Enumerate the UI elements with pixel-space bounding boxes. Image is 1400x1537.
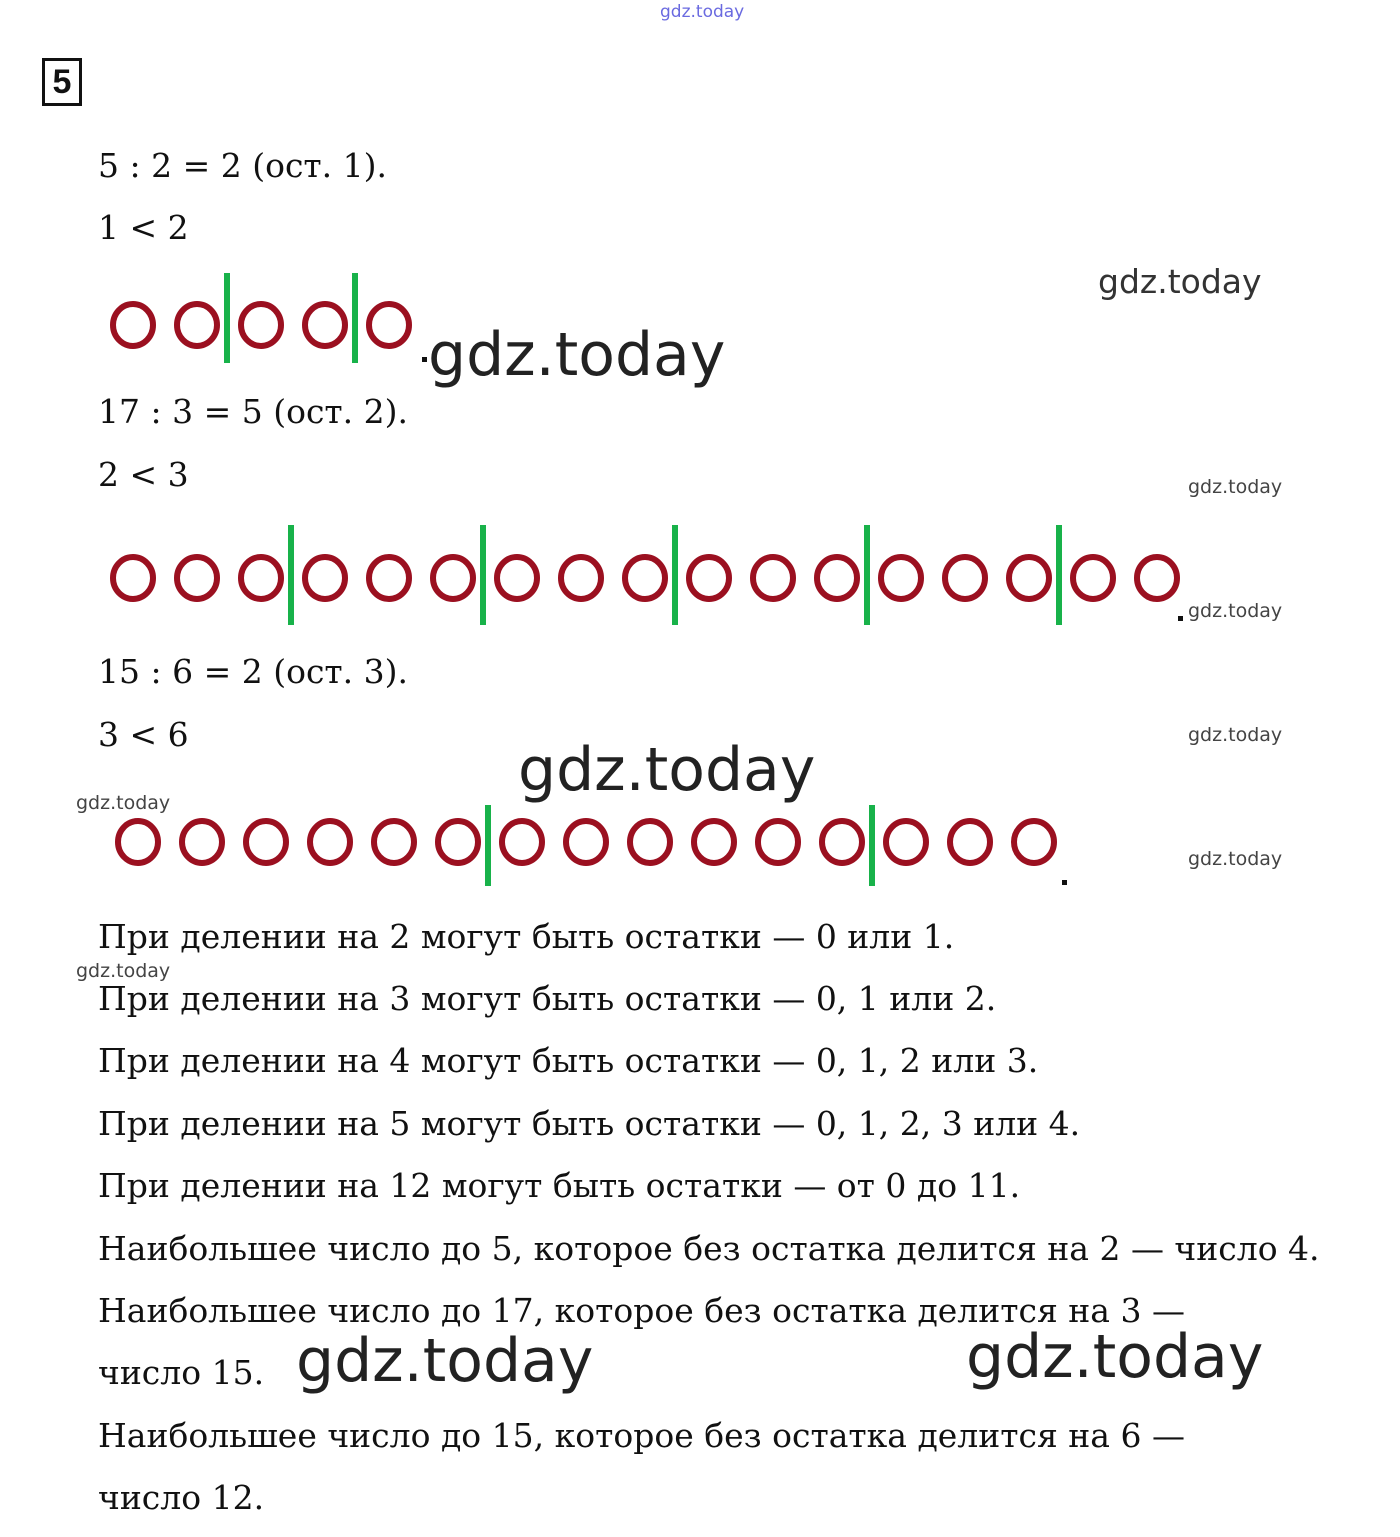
counter-circle xyxy=(118,821,158,863)
counter-circle xyxy=(1073,557,1113,599)
division-line-1: 5 : 2 = 2 (ост. 1). xyxy=(98,146,388,185)
period-dot xyxy=(1178,616,1183,621)
watermark: gdz.today xyxy=(966,1322,1264,1392)
period-dot xyxy=(1062,880,1067,885)
counter-circle xyxy=(1014,821,1054,863)
counter-circle xyxy=(241,304,281,346)
counter-circle xyxy=(566,821,606,863)
counter-circle xyxy=(374,821,414,863)
counter-circle xyxy=(113,304,153,346)
watermark: gdz.today xyxy=(1098,262,1262,301)
counter-circle xyxy=(113,557,153,599)
remainder-line: При делении на 5 могут быть остатки — 0, 1, 2, 3 или 4. xyxy=(98,1104,1081,1143)
remainder-line: При делении на 4 могут быть остатки — 0, 1, 2 или 3. xyxy=(98,1041,1039,1080)
conclusion-line: число 15. xyxy=(98,1353,265,1392)
compare-line-3: 3 < 6 xyxy=(98,715,189,754)
remainder-line: При делении на 3 могут быть остатки — 0, 1 или 2. xyxy=(98,979,997,1018)
conclusion-line: число 12. xyxy=(98,1478,265,1517)
counter-circle xyxy=(241,557,281,599)
conclusion-line: Наибольшее число до 5, которое без остатка делится на 2 — число 4. xyxy=(98,1229,1320,1268)
watermark: gdz.today xyxy=(296,1326,594,1396)
task-number: 5 xyxy=(42,58,82,106)
remainder-line: При делении на 12 могут быть остатки — от 0 до 11. xyxy=(98,1166,1021,1205)
counter-circle xyxy=(497,557,537,599)
conclusion-line: Наибольшее число до 15, которое без остатка делится на 6 — xyxy=(98,1416,1185,1455)
watermark-top: gdz.today xyxy=(660,2,745,22)
division-line-2: 17 : 3 = 5 (ост. 2). xyxy=(98,392,409,431)
counter-circle xyxy=(305,304,345,346)
watermark: gdz.today xyxy=(76,960,171,982)
counter-circle xyxy=(822,821,862,863)
division-line-3: 15 : 6 = 2 (ост. 3). xyxy=(98,652,409,691)
watermark: gdz.today xyxy=(1188,476,1283,498)
counter-circle xyxy=(753,557,793,599)
counter-circle xyxy=(625,557,665,599)
counter-circle xyxy=(694,821,734,863)
watermark: gdz.today xyxy=(1188,848,1283,870)
compare-line-2: 2 < 3 xyxy=(98,455,189,494)
counter-circle xyxy=(182,821,222,863)
counter-circle xyxy=(945,557,985,599)
counter-circle xyxy=(305,557,345,599)
counter-circle xyxy=(950,821,990,863)
counter-circle xyxy=(246,821,286,863)
counter-circle xyxy=(369,557,409,599)
remainder-line: При делении на 2 могут быть остатки — 0 или 1. xyxy=(98,917,955,956)
counter-circle xyxy=(502,821,542,863)
period-dot xyxy=(422,357,427,362)
counter-circle xyxy=(630,821,670,863)
counter-circle xyxy=(1137,557,1177,599)
watermark: gdz.today xyxy=(1188,600,1283,622)
counter-circle xyxy=(881,557,921,599)
counter-circle xyxy=(689,557,729,599)
counter-circle xyxy=(310,821,350,863)
counter-circle xyxy=(886,821,926,863)
watermark: gdz.today xyxy=(76,792,171,814)
counter-circle xyxy=(433,557,473,599)
counter-circle xyxy=(177,557,217,599)
watermark: gdz.today xyxy=(428,320,726,390)
counter-circle xyxy=(1009,557,1049,599)
compare-line-1: 1 < 2 xyxy=(98,208,189,247)
counter-circle xyxy=(561,557,601,599)
counter-circle xyxy=(369,304,409,346)
watermark: gdz.today xyxy=(518,735,816,805)
counter-circle xyxy=(758,821,798,863)
watermark: gdz.today xyxy=(1188,724,1283,746)
counter-circle xyxy=(438,821,478,863)
counter-circle xyxy=(177,304,217,346)
conclusion-line: Наибольшее число до 17, которое без остатка делится на 3 — xyxy=(98,1291,1185,1330)
counter-circle xyxy=(817,557,857,599)
